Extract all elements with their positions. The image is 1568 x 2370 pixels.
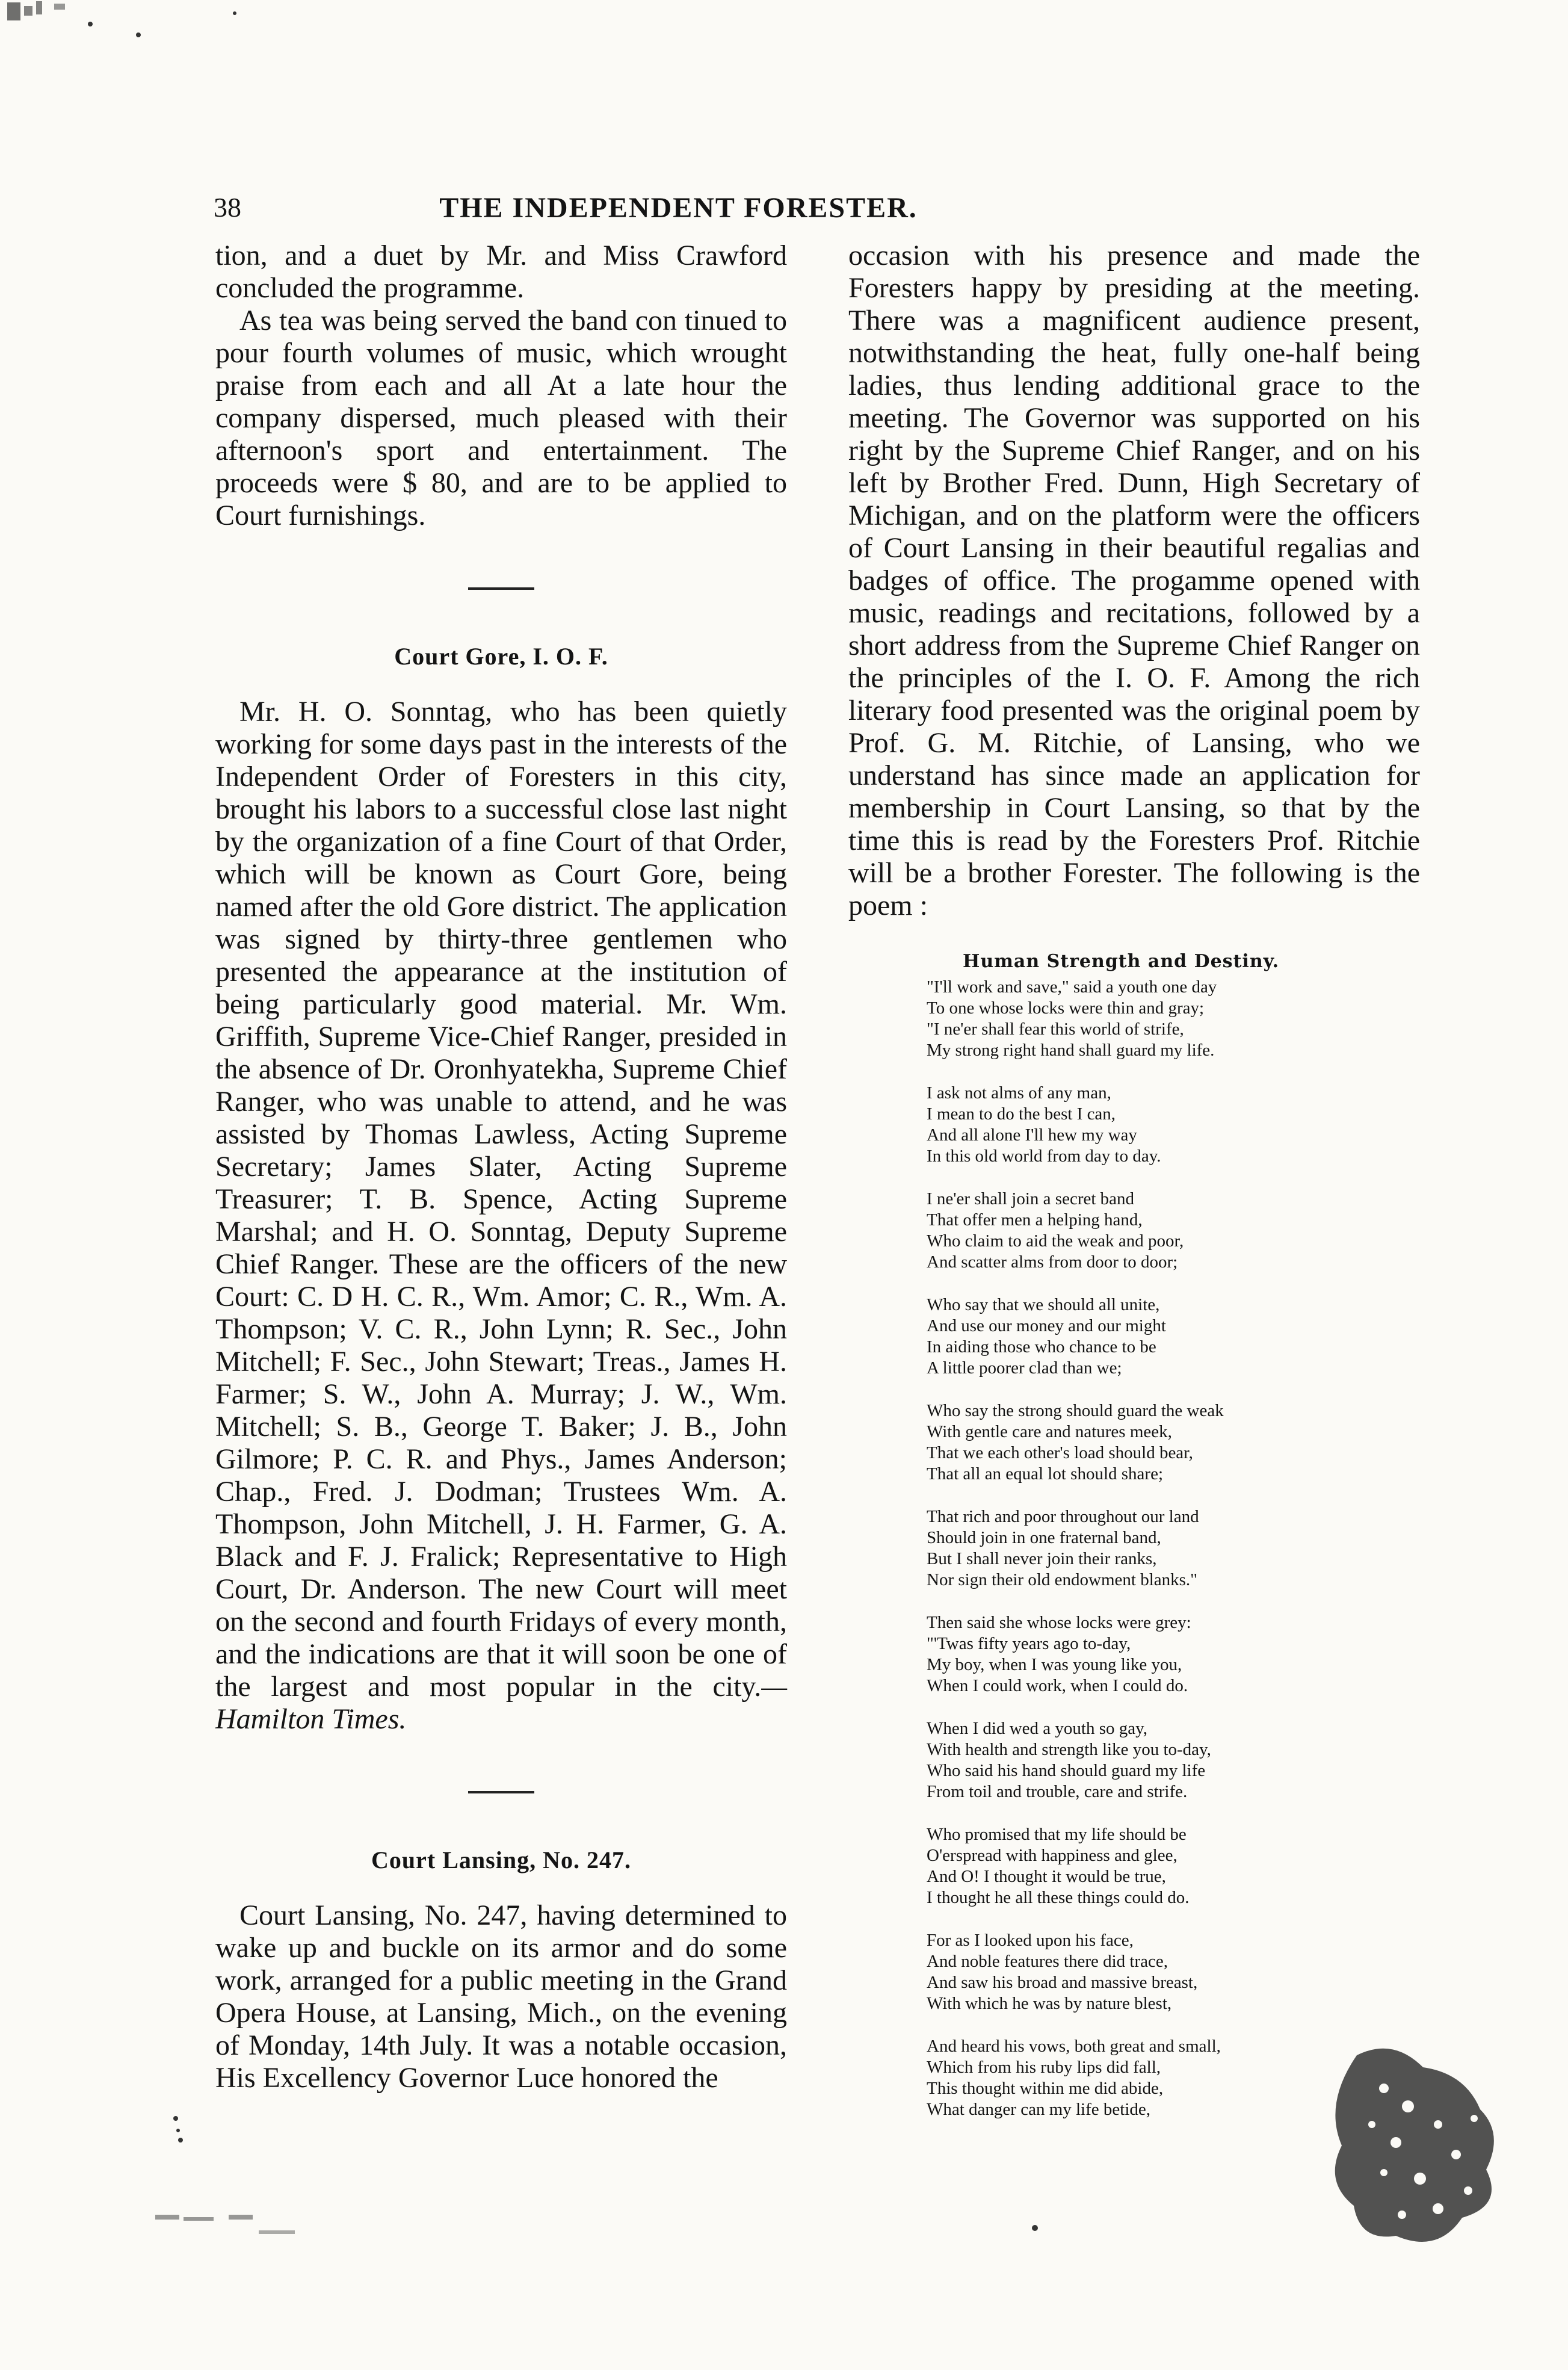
poem-line: And use our money and our might [927, 1316, 1166, 1335]
poem-line: Should join in one fraternal band, [927, 1528, 1161, 1547]
poem-line: And scatter alms from door to door; [927, 1252, 1178, 1272]
poem-line: That all an equal lot should share; [927, 1464, 1164, 1484]
section-divider [468, 1791, 534, 1793]
poem-line: Nor sign their old endowment blanks." [927, 1570, 1197, 1589]
poem-line: And noble features there did trace, [927, 1952, 1168, 1971]
poem-stanza [927, 1083, 1420, 1167]
poem-stanza [927, 2036, 1420, 2120]
poem-line: Then said she whose locks were grey: [927, 1613, 1191, 1632]
poem-stanza [927, 977, 1420, 1061]
poem-line: In this old world from day to day. [927, 1146, 1161, 1166]
poem-line: In aiding those who chance to be [927, 1337, 1156, 1357]
article-body-court-gore [215, 696, 787, 1736]
poem-stanza [927, 1612, 1420, 1697]
poem-line: A little poorer clad than we; [927, 1358, 1122, 1378]
poem-stanza [927, 1189, 1420, 1273]
poem-line: O'erspread with happiness and glee, [927, 1846, 1178, 1865]
poem-line: With which he was by nature blest, [927, 1994, 1172, 2013]
poem-line: "'Twas fifty years ago to-day, [927, 1634, 1131, 1653]
poem-line: Who said his hand should guard my life [927, 1761, 1206, 1780]
poem-line: Who promised that my life should be [927, 1825, 1187, 1844]
poem-stanza [927, 1824, 1420, 1908]
poem-stanza [927, 1506, 1420, 1591]
poem-line: With gentle care and natures meek, [927, 1422, 1172, 1441]
poem-line: This thought within me did abide, [927, 2079, 1164, 2098]
poem-line: I thought he all these things could do. [927, 1888, 1190, 1907]
poem-line: I mean to do the best I can, [927, 1104, 1116, 1124]
poem-line: "I'll work and save," said a youth one day [927, 977, 1217, 997]
poem-line: And O! I thought it would be true, [927, 1867, 1166, 1886]
poem-stanza [927, 1930, 1420, 2014]
poem-line: But I shall never join their ranks, [927, 1549, 1157, 1568]
poem-line: My boy, when I was young like you, [927, 1655, 1182, 1674]
poem-stanza [927, 1718, 1420, 1802]
section-heading-court-gore: Court Gore, I. O. F. [394, 643, 608, 670]
poem-line: With health and strength like you to-day, [927, 1740, 1211, 1759]
poem-line: For as I looked upon his face, [927, 1931, 1134, 1950]
poem-line: What danger can my life betide, [927, 2100, 1151, 2119]
poem-line: Which from his ruby lips did fall, [927, 2058, 1161, 2077]
section-heading-court-lansing: Court Lansing, No. 247. [371, 1846, 631, 1873]
poem-line: From toil and trouble, care and strife. [927, 1782, 1188, 1801]
poem-line: My strong right hand shall guard my life. [927, 1041, 1215, 1060]
poem-line: That offer men a helping hand, [927, 1210, 1143, 1230]
poem-line: And all alone I'll hew my way [927, 1125, 1137, 1145]
poem-line: When I could work, when I could do. [927, 1676, 1188, 1695]
poem-line: That rich and poor throughout our land [927, 1507, 1199, 1526]
poem-line: Who claim to aid the weak and poor, [927, 1231, 1184, 1251]
poem-stanzas [927, 977, 1420, 2120]
poem-line: And heard his vows, both great and small, [927, 2037, 1221, 2056]
continuation-paragraph: tion, and a duet by Mr. and Miss Crawford concluded the programme. [215, 240, 787, 304]
running-title: THE INDEPENDENT FORESTER. [439, 192, 918, 224]
poem-stanza [927, 1295, 1420, 1379]
section-divider [468, 587, 534, 590]
article-text: Mr. H. O. Sonntag, who has been quietly working for some days past in the interests of the Independent Order of Foresters in this city, brought his labors to a successful close last night by the organization of a fine Court of that Order, which will be known as Court Gore, being named after the old Gore district. The application was signed by thirty-three gentlemen who presented the appearance at the institution of being particularly good material. Mr. Wm. Griffith, Supreme Vice-Chief Ranger, presided in the absence of Dr. Oronhyatekha, Supreme Chief Ranger, who was unable to attend, and he was assisted by Thomas Lawless, Acting Supreme Secretary; James Slater, Acting Supreme Treasurer; T. B. Spence, Acting Supreme Marshal; and H. O. Sonntag, Deputy Supreme Chief Ranger. These are the officers of the new Court: C. D H. C. R., Wm. Amor; C. R., Wm. A. Thompson; V. C. R., John Lynn; R. Sec., John Mitchell; F. Sec., John Stewart; Treas., James H. Farmer; S. W., John A. Murray; J. W., Wm. Mitchell; S. B., George T. Baker; J. B., John Gilmore; P. C. R. and Phys., James Anderson; Chap., Fred. J. Dodman; Trustees Wm. A. Thompson, John Mitchell, J. H. Farmer, G. A. Black and F. J. Fralick; Representative to High Court, Dr. Anderson. The new Court will meet on the second and fourth Fridays of every month, and the indications are that it will soon be one of the largest and most popular in the city. [215, 696, 787, 1703]
poem-line: And saw his broad and massive breast, [927, 1973, 1198, 1992]
poem-line: I ne'er shall join a secret band [927, 1189, 1135, 1208]
poem-line: To one whose locks were thin and gray; [927, 998, 1205, 1018]
poem-stanza [927, 1400, 1420, 1485]
poem-title: Human Strength and Destiny. [963, 951, 1280, 972]
poem-line: Who say the strong should guard the weak [927, 1401, 1224, 1420]
poem-line: When I did wed a youth so gay, [927, 1719, 1147, 1738]
article-body-court-lansing: Court Lansing, No. 247, having determined to wake up and buckle on its armor and do some work, arranged for a public meeting in the Grand Opera House, at Lansing, Mich., on the evening of Monday, 14th July. It was a notable occasion, His Excellency Governor Luce honored the [215, 1899, 787, 2094]
poem-line: "I ne'er shall fear this world of strife, [927, 1019, 1184, 1039]
continuation-paragraph: As tea was being served the band con tinued to pour fourth volumes of music, which wrought praise from each and all At a late hour the company dispersed, much pleased with their afternoon's sport and entertainment. The proceeds were $ 80, and are to be applied to Court furnishings. [215, 305, 787, 531]
left-column [215, 240, 787, 2094]
page-header [214, 191, 1143, 227]
article-source: —Hamilton Times. [215, 1671, 787, 1735]
poem-line: That we each other's load should bear, [927, 1443, 1193, 1462]
poem [927, 951, 1420, 2120]
article-body-continuation: occasion with his presence and made the Foresters happy by presiding at the meeting. There was a magnificent audience present, notwithstanding the heat, fully one-half being ladies, thus lending additional grace to the meeting. The Governor was supported on his right by the Supreme Chief Ranger, and on his left by Brother Fred. Dunn, High Secretary of Michigan, and on the platform were the officers of Court Lansing in their beautiful regalias and badges of office. The progamme opened with music, readings and recitations, followed by a short address from the Supreme Chief Ranger on the principles of the I. O. F. Among the rich literary food presented was the original poem by Prof. G. M. Ritchie, of Lansing, who we understand has since made an application for membership in Court Lansing, so that by the time this is read by the Foresters Prof. Ritchie will be a brother Forester. The following is the poem : [848, 240, 1420, 921]
page-number: 38 [214, 192, 241, 223]
poem-line: I ask not alms of any man, [927, 1083, 1111, 1103]
poem-line: Who say that we should all unite, [927, 1295, 1160, 1314]
right-column [848, 240, 1420, 2142]
